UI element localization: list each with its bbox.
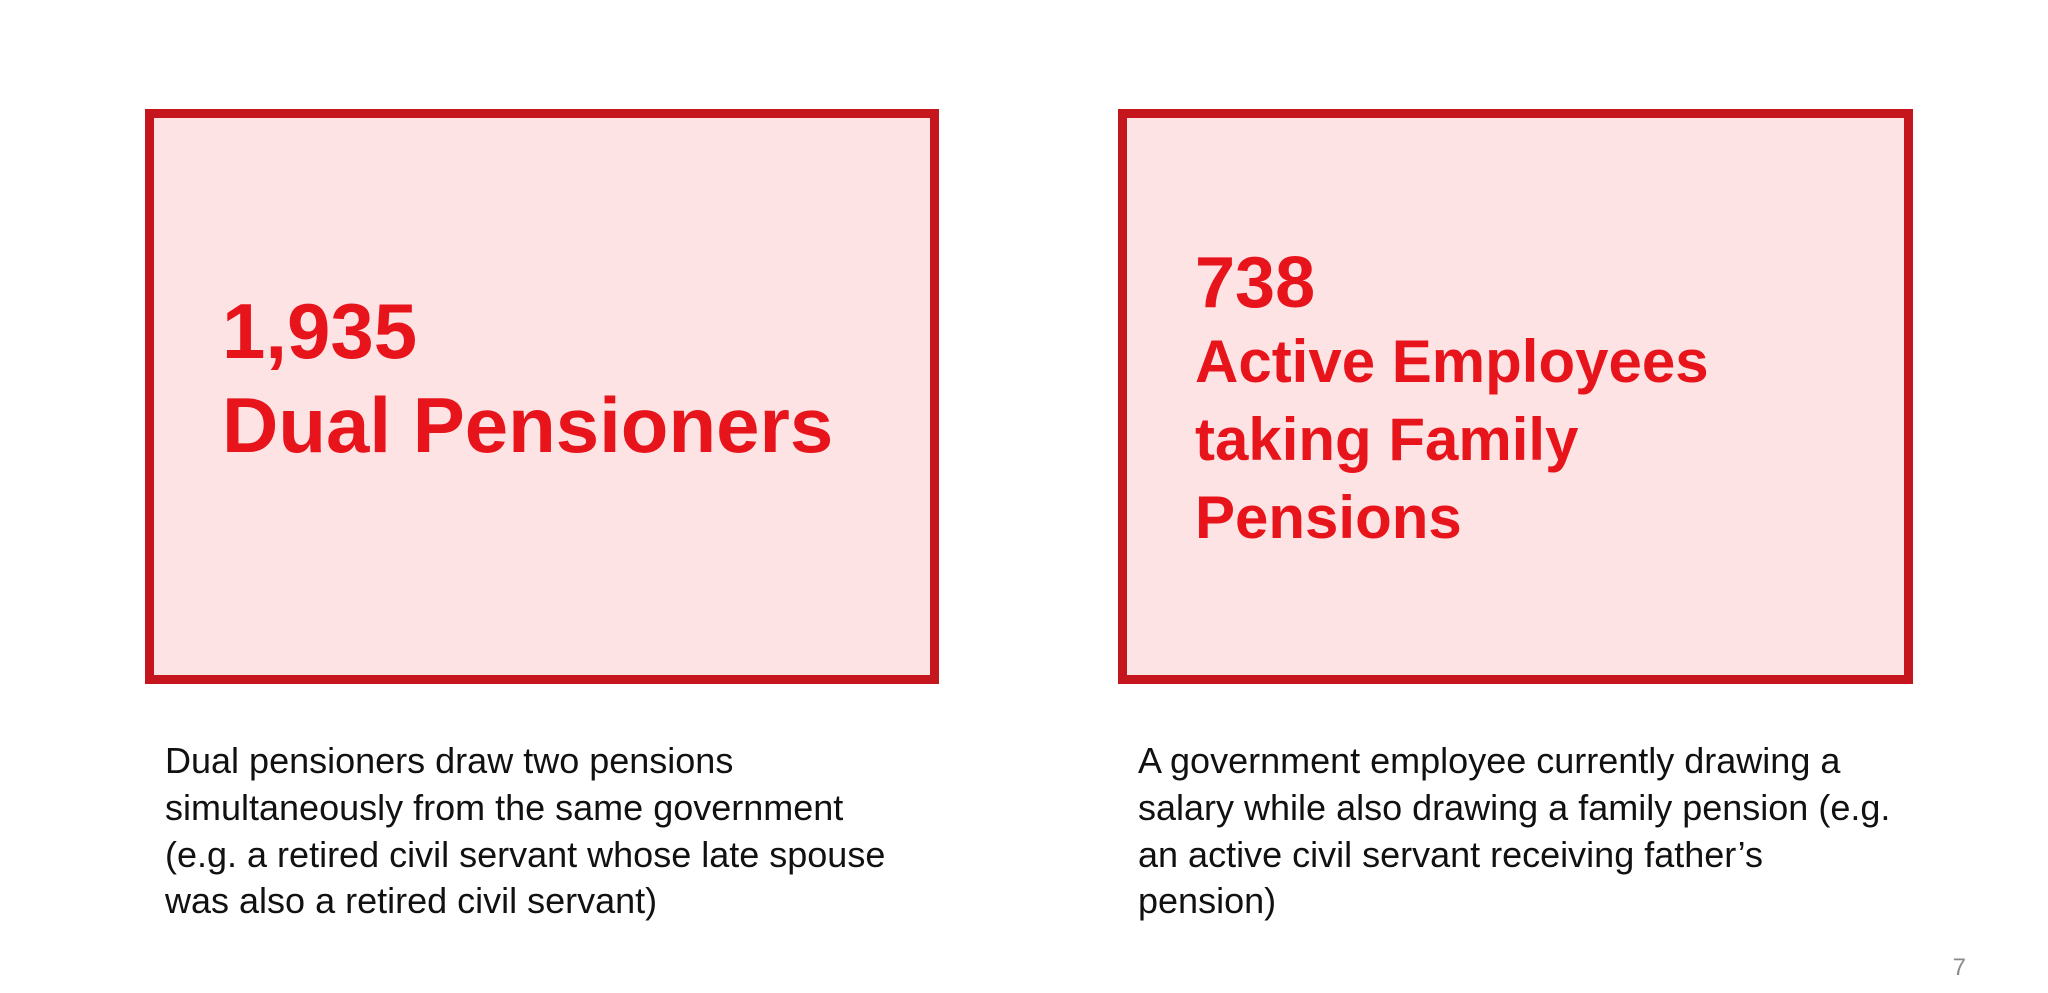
stat-label: Dual Pensioners <box>222 380 834 469</box>
dual-pensioners-stat <box>222 285 833 472</box>
dual-pensioners-description: Dual pensioners draw two pensions simultaneously from the same government (e.g. a retired civil servant whose late spouse was also a retired civil servant) <box>165 740 886 922</box>
page-number: 7 <box>1952 954 1966 981</box>
family-pensions-card <box>1118 109 1913 684</box>
dual-pensioners-card <box>145 109 939 684</box>
stat-label: Active Employees taking Family Pensions <box>1195 328 1709 552</box>
family-pensions-description: A government employee currently drawing a salary while also drawing a family pension (e.g. an active civil servant receiving father’s pension) <box>1138 740 1891 922</box>
stat-number: 738 <box>1195 243 1316 323</box>
family-pensions-stat <box>1195 244 1795 557</box>
stat-number: 1,935 <box>222 287 418 375</box>
